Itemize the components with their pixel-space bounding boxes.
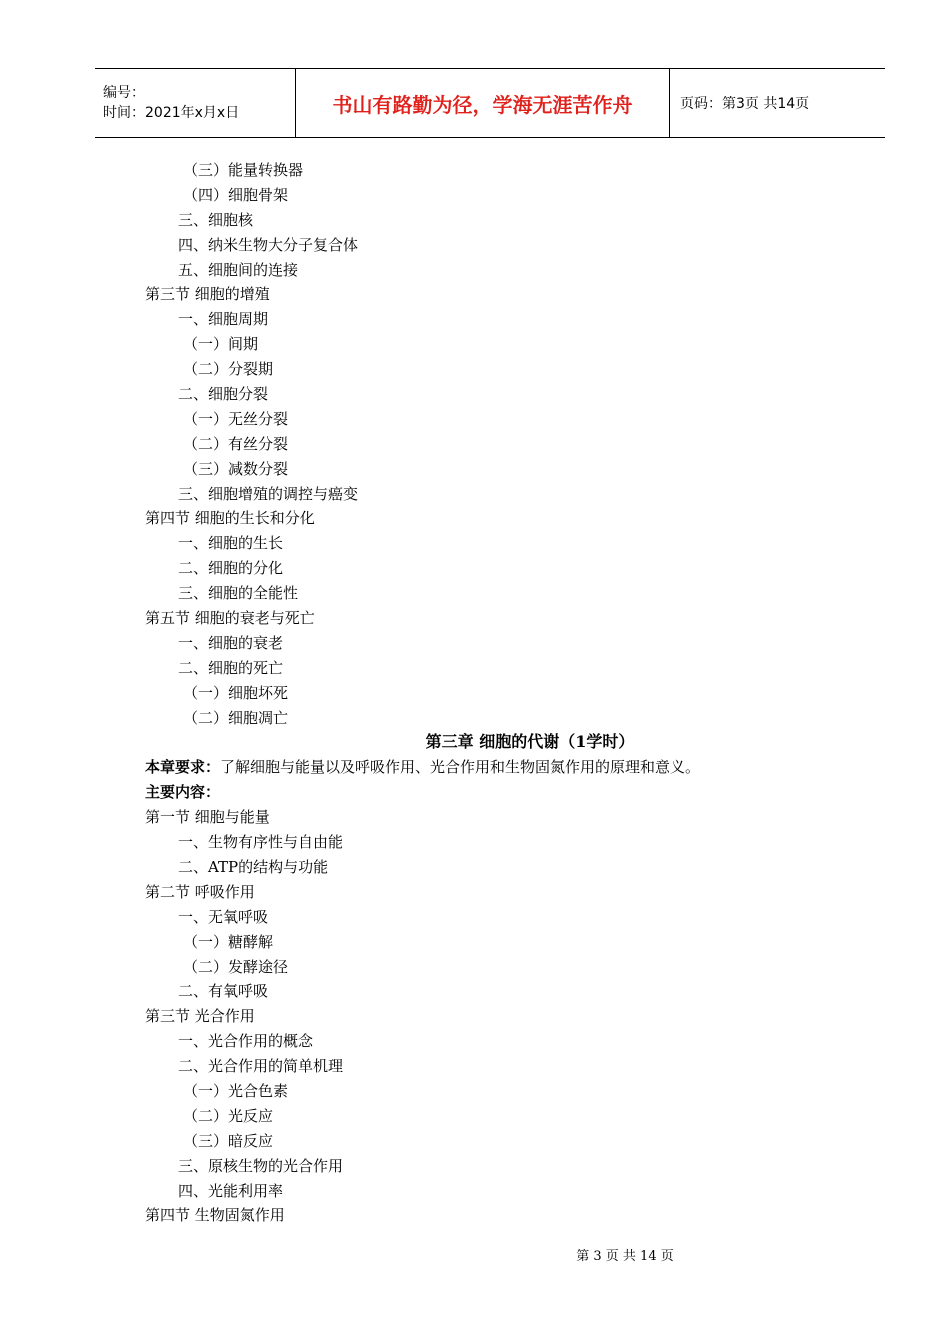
outline-item: （一）糖酵解 xyxy=(183,932,274,951)
section-heading: 第三节 光合作用 xyxy=(145,1007,255,1026)
outline-item: 二、光合作用的简单机理 xyxy=(178,1057,344,1076)
section-heading: 第三节 细胞的增殖 xyxy=(145,285,270,304)
document-body xyxy=(145,158,845,1228)
outline-item: （三）减数分裂 xyxy=(183,459,289,478)
outline-item: 一、光合作用的概念 xyxy=(178,1032,314,1051)
serial-label: 编号： xyxy=(103,85,145,101)
section-heading: 第四节 细胞的生长和分化 xyxy=(145,509,315,528)
outline-item: （三）能量转换器 xyxy=(183,161,304,179)
outline-item: （二）光反应 xyxy=(183,1106,274,1125)
page-footer xyxy=(0,1245,950,1264)
outline-item: （一）光合色素 xyxy=(183,1081,289,1100)
footer-page-number: 第 3 页 共 14 页 xyxy=(576,1249,674,1264)
header-page-cell xyxy=(670,69,885,137)
outline-item: （二）有丝分裂 xyxy=(183,434,289,453)
section-heading: 第五节 细胞的衰老与死亡 xyxy=(145,609,315,628)
outline-item: 一、无氧呼吸 xyxy=(178,907,269,926)
outline-item: 一、细胞周期 xyxy=(178,310,269,329)
section-heading: 第一节 细胞与能量 xyxy=(145,808,270,827)
header-meta-cell xyxy=(95,69,296,137)
outline-item: 二、ATP的结构与功能 xyxy=(178,857,329,876)
page-info: 页码：第3页 共14页 xyxy=(680,96,810,112)
outline-item: 四、光能利用率 xyxy=(178,1181,284,1200)
outline-item: （四）细胞骨架 xyxy=(183,185,289,204)
outline-item: 一、生物有序性与自由能 xyxy=(178,833,344,852)
outline-item: （二）发酵途径 xyxy=(183,957,289,976)
outline-item: 一、细胞的衰老 xyxy=(178,633,284,652)
outline-item: （一）间期 xyxy=(183,335,259,354)
time-label: 时间：2021年x月x日 xyxy=(103,105,240,121)
outline-item: 三、细胞的全能性 xyxy=(178,584,299,603)
outline-item: 二、有氧呼吸 xyxy=(178,982,269,1001)
outline-item: 一、细胞的生长 xyxy=(178,534,284,553)
outline-item: （二）分裂期 xyxy=(183,360,274,379)
outline-item: 三、细胞核 xyxy=(178,210,254,229)
outline-item: 五、细胞间的连接 xyxy=(178,260,299,279)
header-motto-cell xyxy=(296,69,670,137)
outline-item: 二、细胞的分化 xyxy=(178,559,284,578)
outline-item: （二）细胞凋亡 xyxy=(183,708,289,727)
requirement-text: 了解细胞与能量以及呼吸作用、光合作用和生物固氮作用的原理和意义。 xyxy=(220,758,701,777)
outline-item: 三、原核生物的光合作用 xyxy=(178,1156,344,1175)
page-header xyxy=(95,68,885,138)
requirement-line xyxy=(145,780,845,805)
chapter-heading: 第三章 细胞的代谢（1学时） xyxy=(425,732,635,752)
outline-item: （三）暗反应 xyxy=(183,1131,274,1150)
requirement-label: 主要内容： xyxy=(145,783,221,802)
outline-item: 二、细胞的死亡 xyxy=(178,658,284,677)
outline-item: 二、细胞分裂 xyxy=(178,385,269,404)
outline-item: 三、细胞增殖的调控与癌变 xyxy=(178,484,359,503)
outline-item: 四、纳米生物大分子复合体 xyxy=(178,235,359,254)
section-heading: 第二节 呼吸作用 xyxy=(145,882,255,901)
outline-item: （一）细胞坏死 xyxy=(183,683,289,702)
requirement-line xyxy=(145,755,845,780)
outline-item: （一）无丝分裂 xyxy=(183,409,289,428)
section-heading: 第四节 生物固氮作用 xyxy=(145,1206,285,1225)
requirement-label: 本章要求： xyxy=(145,758,221,777)
motto-text: 书山有路勤为径，学海无涯苦作舟 xyxy=(332,92,633,117)
